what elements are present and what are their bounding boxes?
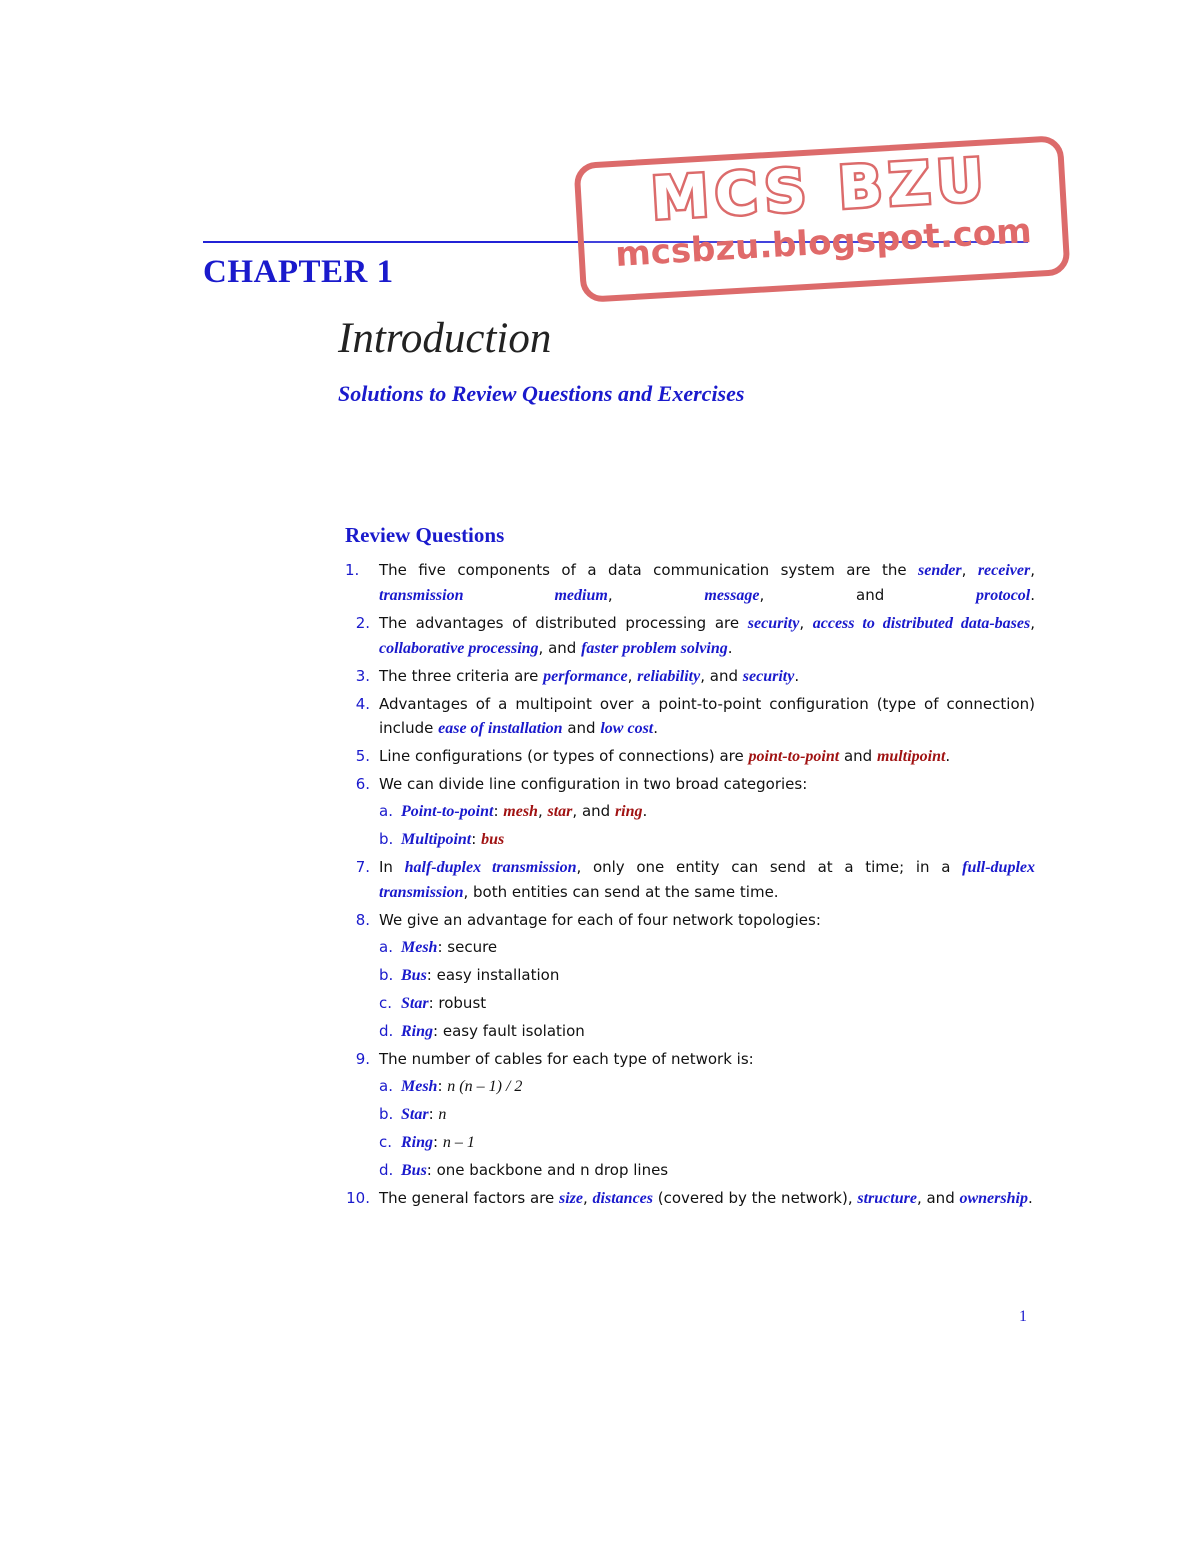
sub-item-letter: a. [379, 802, 393, 820]
sub-item-letter: b. [379, 1105, 394, 1123]
watermark-url: mcsbzu.blogspot.com [614, 210, 1033, 275]
item-number: 6. [355, 775, 370, 793]
item-number: 3. [355, 667, 370, 685]
item-number: 10. [346, 1189, 370, 1207]
item-number: 4. [355, 695, 370, 713]
item-number: 9. [355, 1050, 370, 1068]
sub-item: b. Bus: easy installation [345, 963, 1035, 988]
sub-item: d. Ring: easy fault isolation [345, 1019, 1035, 1044]
item-number: 5. [355, 747, 370, 765]
page-title: Introduction [338, 315, 552, 362]
list-item: 2. The advantages of distributed processing are security, access to distributed data-bases, collaborative processing, and faster problem solving. [345, 611, 1035, 661]
page-subtitle: Solutions to Review Questions and Exercises [338, 381, 745, 406]
sub-item-letter: c. [379, 994, 393, 1012]
sub-item: c. Ring: n – 1 [345, 1130, 1035, 1155]
sub-item: a. Mesh: n (n – 1) / 2 [345, 1074, 1035, 1099]
item-number: 8. [355, 911, 370, 929]
watermark-stamp [573, 135, 1070, 303]
sub-item-letter: b. [379, 966, 394, 984]
chapter-label: CHAPTER 1 [203, 254, 394, 290]
sub-item-letter: a. [379, 1077, 393, 1095]
list-item: 3. The three criteria are performance, reliability, and security. [345, 664, 1035, 689]
sub-item-letter: d. [379, 1022, 394, 1040]
sub-item: a. Mesh: secure [345, 935, 1035, 960]
item-number: 2. [355, 614, 370, 632]
sub-item-letter: d. [379, 1161, 394, 1179]
section-heading: Review Questions [345, 523, 505, 547]
list-item: 7. In half-duplex transmission, only one entity can send at a time; in a full-duplex transmission, both entities can send at the same time. [345, 855, 1035, 905]
sub-item-letter: b. [379, 830, 394, 848]
sub-item: d. Bus: one backbone and n drop lines [345, 1158, 1035, 1183]
list-item: 5. Line configurations (or types of connections) are point-to-point and multipoint. [345, 744, 1035, 769]
list-item: 6. We can divide line configuration in two broad categories: a. Point-to-point: mesh, star, and ring. b. Multipoint: bus [345, 772, 1035, 852]
sub-item: b. Multipoint: bus [345, 827, 1035, 852]
list-item: 9. The number of cables for each type of network is: a. Mesh: n (n – 1) / 2 b. Star: n c. Ring: n – 1 d. Bus: one backbone and n drop lines [345, 1047, 1035, 1183]
list-item: 10. The general factors are size, distances (covered by the network), structure, and ownership. [345, 1186, 1035, 1211]
page-number: 1 [1019, 1308, 1027, 1325]
sub-item-letter: a. [379, 938, 393, 956]
list-item: 1. The five components of a data communication system are the sender, receiver, transmission medium, message, and protocol. [345, 558, 1035, 608]
watermark-logo-text: MCS BZU [649, 145, 992, 233]
item-number: 7. [355, 858, 370, 876]
review-questions-list [345, 558, 1035, 1214]
sub-item: c. Star: robust [345, 991, 1035, 1016]
sub-item: a. Point-to-point: mesh, star, and ring. [345, 799, 1035, 824]
sub-item: b. Star: n [345, 1102, 1035, 1127]
sub-item-letter: c. [379, 1133, 393, 1151]
list-item: 8. We give an advantage for each of four network topologies: a. Mesh: secure b. Bus: easy installation c. Star: robust d. Ring: easy fault isolation [345, 908, 1035, 1044]
list-item: 4. Advantages of a multipoint over a point-to-point configuration (type of connection) include ease of installation and low cost. [345, 692, 1035, 741]
item-number: 1. [345, 561, 360, 579]
